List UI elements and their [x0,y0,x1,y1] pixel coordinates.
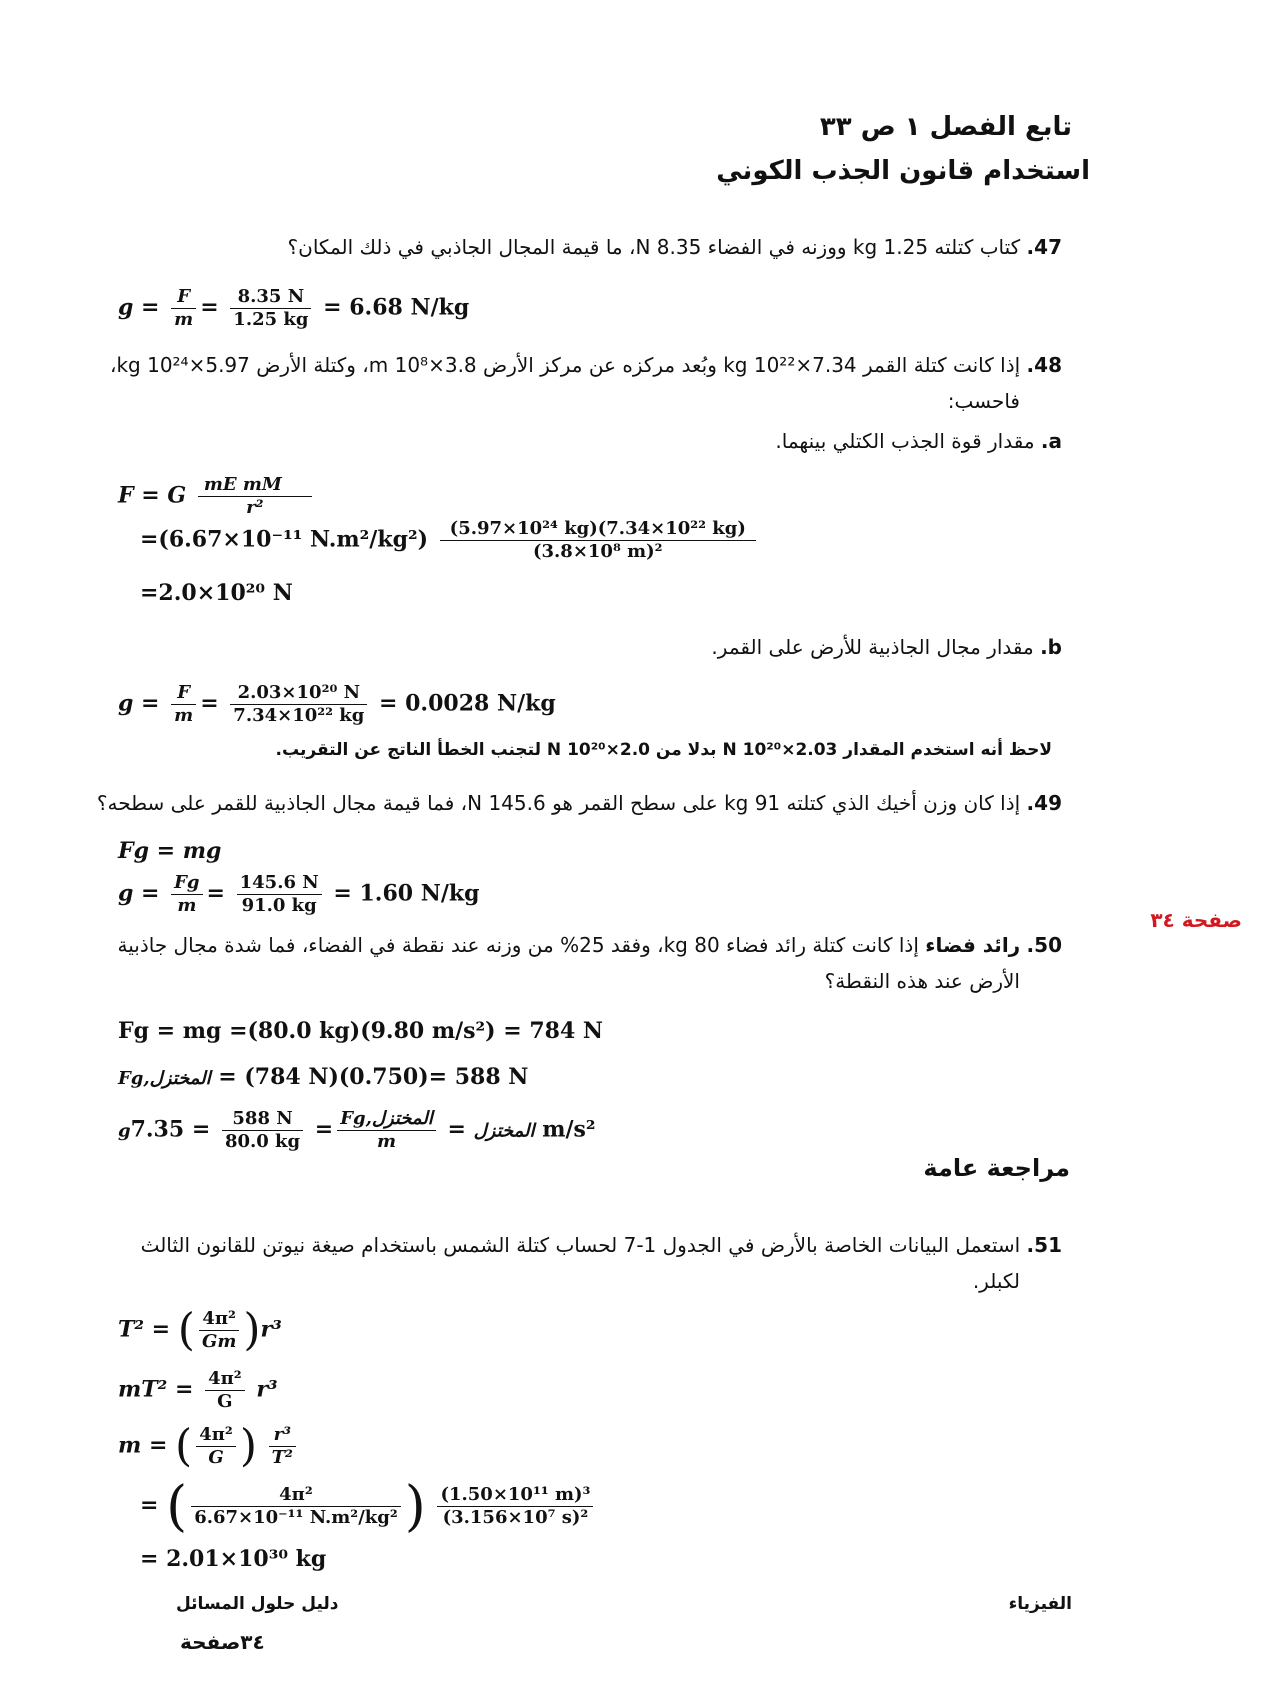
q47-equation: g = $\frac{F}{m}$ = $\frac{8.35 N}{1.25 kg}$ = 6.68 N/kg [118,286,470,330]
frac-den: m [174,309,194,330]
question-lead: رائد فضاء [925,933,1021,957]
frac-num: 4π² [199,1308,239,1331]
frac-num: (1.50×10¹¹ m)³ [437,1484,593,1507]
eq-lhs: Fg,المختزل [118,1068,211,1089]
frac-den: (3.8×10⁸ m)² [532,541,663,562]
frac-num: Fg,المختزل [337,1108,436,1131]
question-47 [288,232,1062,262]
frac-num: 8.35 N [230,286,311,309]
question-number: 49. [1026,791,1062,815]
question-number: 48. [1026,353,1062,377]
eq-lhs: g = [118,690,160,717]
part-text: مقدار قوة الجذب الكتلي بينهما. [775,429,1035,453]
frac-den: 7.34×10²² kg [233,705,365,726]
eq-result: = 7.35 m/s² [130,1116,596,1143]
frac-den: G [217,1391,233,1412]
frac-num: 4π² [191,1484,401,1507]
question-text-line1: إذا كانت كتلة القمر 7.34×10²² kg وبُعد مركزه عن مركز الأرض 3.8×10⁸ m، وكتلة الأرض 5.97×10²⁴ kg، [109,353,1021,377]
frac-num: (5.97×10²⁴ kg)(7.34×10²² kg) [440,518,756,541]
frac-num: F [171,682,196,705]
q49-equation: g = $\frac{Fg}{m}$ = $\frac{145.6 N}{91.0 kg}$ = 1.60 N/kg [118,872,480,916]
frac-den: r² [246,497,264,518]
frac-den: m [177,895,197,916]
question-48-line2: فاحسب: [947,389,1020,413]
frac-num: Fg [171,872,202,895]
eq-lhs: g = [118,880,160,907]
eq-lhs: gالمختزل [118,1120,535,1142]
general-review-heading: مراجعة عامة [923,1154,1070,1182]
q49-line1: Fg = mg [118,838,222,864]
eq-lhs: F = G [118,482,187,509]
q48-force-formula [118,474,316,519]
frac-den: 1.25 kg [233,309,309,330]
frac-den: m [376,1131,397,1152]
q51-line2 [118,1368,278,1413]
part-label: a. [1040,429,1062,453]
question-text-line1: إذا كانت كتلة رائد فضاء 80 kg، وفقد 25% من وزنه عند نقطة في الفضاء، فما شدة مجال جاذبية [117,933,919,957]
frac-den: 6.67×10⁻¹¹ N.m²/kg² [194,1507,398,1528]
q50-line1: Fg = mg =(80.0 kg)(9.80 m/s²) = 784 N [118,1018,604,1044]
eq-result: = 6.68 N/kg [323,294,470,321]
eq-result: = 1.60 N/kg [333,880,480,907]
frac-den: (3.156×10⁷ s)² [442,1507,589,1528]
q51-line1: T² = ( $\frac{\text{4π²}}{Gm}$ )r³ [118,1304,282,1356]
frac-den: 80.0 kg [224,1131,301,1152]
frac-den: m [174,705,194,726]
frac-num: F [171,286,196,309]
q51-line3: m = ( $\frac{\text{4π²}}{G}$ ) $\frac{\text{r³}}{\text{T²}}$ [118,1424,300,1469]
question-51-line2: لكبلر. [972,1269,1020,1293]
question-51 [141,1230,1062,1260]
eq-tail: r³ [256,1376,278,1403]
question-number: 47. [1026,235,1062,259]
footer-guide-title: دليل حلول المسائل [176,1594,339,1614]
frac-den: G [208,1447,224,1468]
frac-num: r³ [269,1424,296,1447]
frac-num: 145.6 N [237,872,322,895]
eq-rhs: = (784 N)(0.750)= 588 N [218,1064,529,1090]
question-text: إذا كان وزن أخيك الذي كتلته 91 kg على سطح القمر هو 145.6 N، فما قيمة مجال الجاذبية للقمر على سطحه؟ [96,791,1021,815]
question-number: 50. [1026,933,1062,957]
footer-page-number: ٣٤صفحة [180,1630,265,1654]
part-text: مقدار مجال الجاذبية للأرض على القمر. [711,635,1034,659]
eq-lhs: = [140,1492,159,1519]
eq-lhs: T² = [118,1316,171,1343]
q50-line2 [118,1064,528,1090]
eq-lhs: g = [118,294,160,321]
q50-line3: gالمختزل = $\frac{\text{Fg,المختزل}}{m}$ = $\frac{588 N}{80.0 kg}$ = 7.35 m/s² [118,1108,596,1152]
chapter-heading: تابع الفصل ١ ص ٣٣ [819,112,1072,142]
part-label: b. [1040,635,1062,659]
page-marker: صفحة ٣٤ [1150,908,1242,932]
question-text-line1: استعمل البيانات الخاصة بالأرض في الجدول 1-7 لحساب كتلة الشمس باستخدام صيغة نيوتن للقانون الثالث [140,1233,1021,1257]
question-50 [118,930,1062,960]
eq-result: = 0.0028 N/kg [379,690,556,717]
frac-den: 91.0 kg [241,895,317,916]
eq-lhs: m = [118,1432,168,1459]
q48-field-equation: g = $\frac{F}{m}$ = $\frac{\text{2.03×10²⁰ N}}{\text{7.34×10²² kg}}$ = 0.0028 N/kg [118,682,556,726]
question-48 [110,350,1062,380]
q48-part-a [775,426,1062,456]
question-50-line2: الأرض عند هذه النقطة؟ [824,969,1020,993]
frac-num: 4π² [196,1424,236,1447]
frac-num: 4π² [205,1368,245,1391]
eq-lhs: =(6.67×10⁻¹¹ N.m²/kg²) [140,526,428,553]
frac-num: 2.03×10²⁰ N [230,682,367,705]
frac-den: T² [271,1447,293,1468]
question-text: كتاب كتلته 1.25 kg ووزنه في الفضاء 8.35 N، ما قيمة المجال الجاذبي في ذلك المكان؟ [287,235,1021,259]
q48-part-b [711,632,1062,662]
q48-note: لاحظ أنه استخدم المقدار 2.03×10²⁰ N بدلا من 2.0×10²⁰ N لتجنب الخطأ الناتج عن التقريب. [275,740,1052,760]
question-number: 51. [1026,1233,1062,1257]
section-title: استخدام قانون الجذب الكوني [716,156,1090,186]
q51-line4: = ( $\frac{\text{4π²}}{\text{6.67×10⁻¹¹ N.m²/kg²}}$ ) $\frac{\text{(1.50×10¹¹ m)³}}{\text{(3.156×10⁷ s)²}}$ [140,1484,597,1529]
frac-den: Gm [201,1331,237,1352]
eq-lhs: mT² = [118,1376,194,1403]
q48-force-result: =2.0×10²⁰ N [140,580,293,606]
eq-tail: r³ [260,1316,282,1343]
frac-num: 588 N [222,1108,303,1131]
q51-result: = 2.01×10³⁰ kg [140,1546,327,1572]
frac-num: mE mM [198,474,312,497]
question-49 [97,788,1062,818]
q48-force-substitution [140,518,760,563]
footer-subject: الفيزياء [1008,1594,1072,1614]
